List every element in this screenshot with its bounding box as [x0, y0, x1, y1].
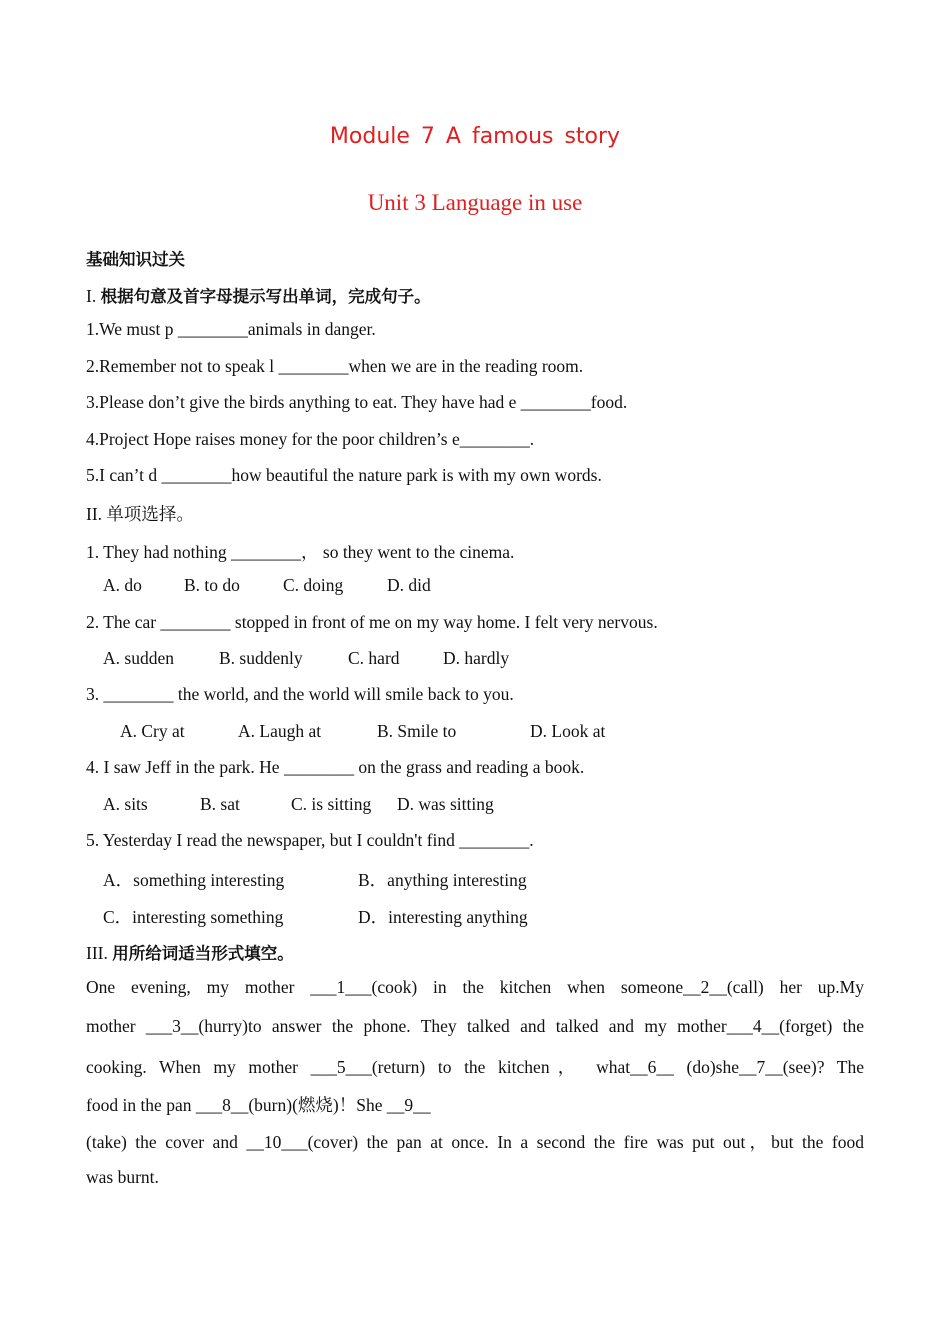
option: A．something interesting — [103, 870, 285, 890]
question-1: 1. They had nothing ________， so they went to the cinema. — [86, 542, 515, 562]
option: B. sat — [200, 794, 240, 814]
option: B．anything interesting — [358, 870, 527, 890]
option: C. is sitting — [291, 794, 372, 814]
section-heading: 基础知识过关 — [86, 250, 185, 269]
passage-line: was burnt. — [86, 1167, 159, 1187]
question-3: 3. ________ the world, and the world will smile back to you. — [86, 684, 514, 704]
option: A. do — [103, 575, 142, 595]
passage-line: food in the pan ___8__(burn)(燃烧)！She __9__ — [86, 1095, 431, 1115]
option: D. Look at — [530, 721, 606, 741]
option: D. was sitting — [397, 794, 494, 814]
passage-line: One evening, my mother ___1___(cook) in the kitchen when someone__2__(call) her up.My — [86, 977, 864, 997]
option: C．interesting something — [103, 907, 284, 927]
part3-heading-number: III. — [86, 943, 113, 963]
question-2: 2. The car ________ stopped in front of me on my way home. I felt very nervous. — [86, 612, 658, 632]
module-title: Module 7 A famous story — [329, 124, 621, 149]
part3-heading — [86, 940, 294, 964]
part1-heading-number: I. — [86, 286, 101, 306]
option: A. Laugh at — [238, 721, 322, 741]
option: C. hard — [348, 648, 400, 668]
part1-heading-text: 根据句意及首字母提示写出单词，完成句子。 — [100, 287, 431, 306]
part3-heading-text: 用所给词适当形式填空。 — [112, 944, 294, 963]
unit-subtitle: Unit 3 Language in use — [367, 190, 583, 215]
option: A. sits — [103, 794, 148, 814]
option: B. to do — [184, 575, 240, 595]
passage-line: cooking. When my mother ___5___(return) to the kitchen， what__6__ (do)she__7__(see)? The — [86, 1057, 864, 1077]
part2-heading: II. 单项选择。 — [86, 504, 194, 524]
option: B. suddenly — [219, 648, 303, 668]
option: D. did — [387, 575, 431, 595]
option: D. hardly — [443, 648, 510, 668]
question-5: 5. Yesterday I read the newspaper, but I couldn't find ________. — [86, 830, 534, 850]
option: A. sudden — [103, 648, 174, 668]
part1-item: 3.Please don’t give the birds anything to eat. They have had e ________food. — [86, 392, 628, 412]
part1-item: 1.We must p ________animals in danger. — [86, 319, 376, 339]
part1-item: 2.Remember not to speak l ________when we are in the reading room. — [86, 356, 584, 376]
option: B. Smile to — [377, 721, 457, 741]
option: A. Cry at — [120, 721, 185, 741]
passage-line: (take) the cover and __10___(cover) the pan at once. In a second the fire was put out，but the food — [86, 1132, 864, 1152]
question-4: 4. I saw Jeff in the park. He ________ on the grass and reading a book. — [86, 757, 585, 777]
part1-item: 5.I can’t d ________how beautiful the nature park is with my own words. — [86, 465, 602, 485]
option: C. doing — [283, 575, 344, 595]
part1-item: 4.Project Hope raises money for the poor children’s e________. — [86, 429, 535, 449]
passage-line: mother ___3__(hurry)to answer the phone. They talked and talked and my mother___4__(forget) the — [86, 1016, 864, 1036]
part1-heading — [86, 283, 431, 307]
option: D．interesting anything — [358, 907, 528, 927]
